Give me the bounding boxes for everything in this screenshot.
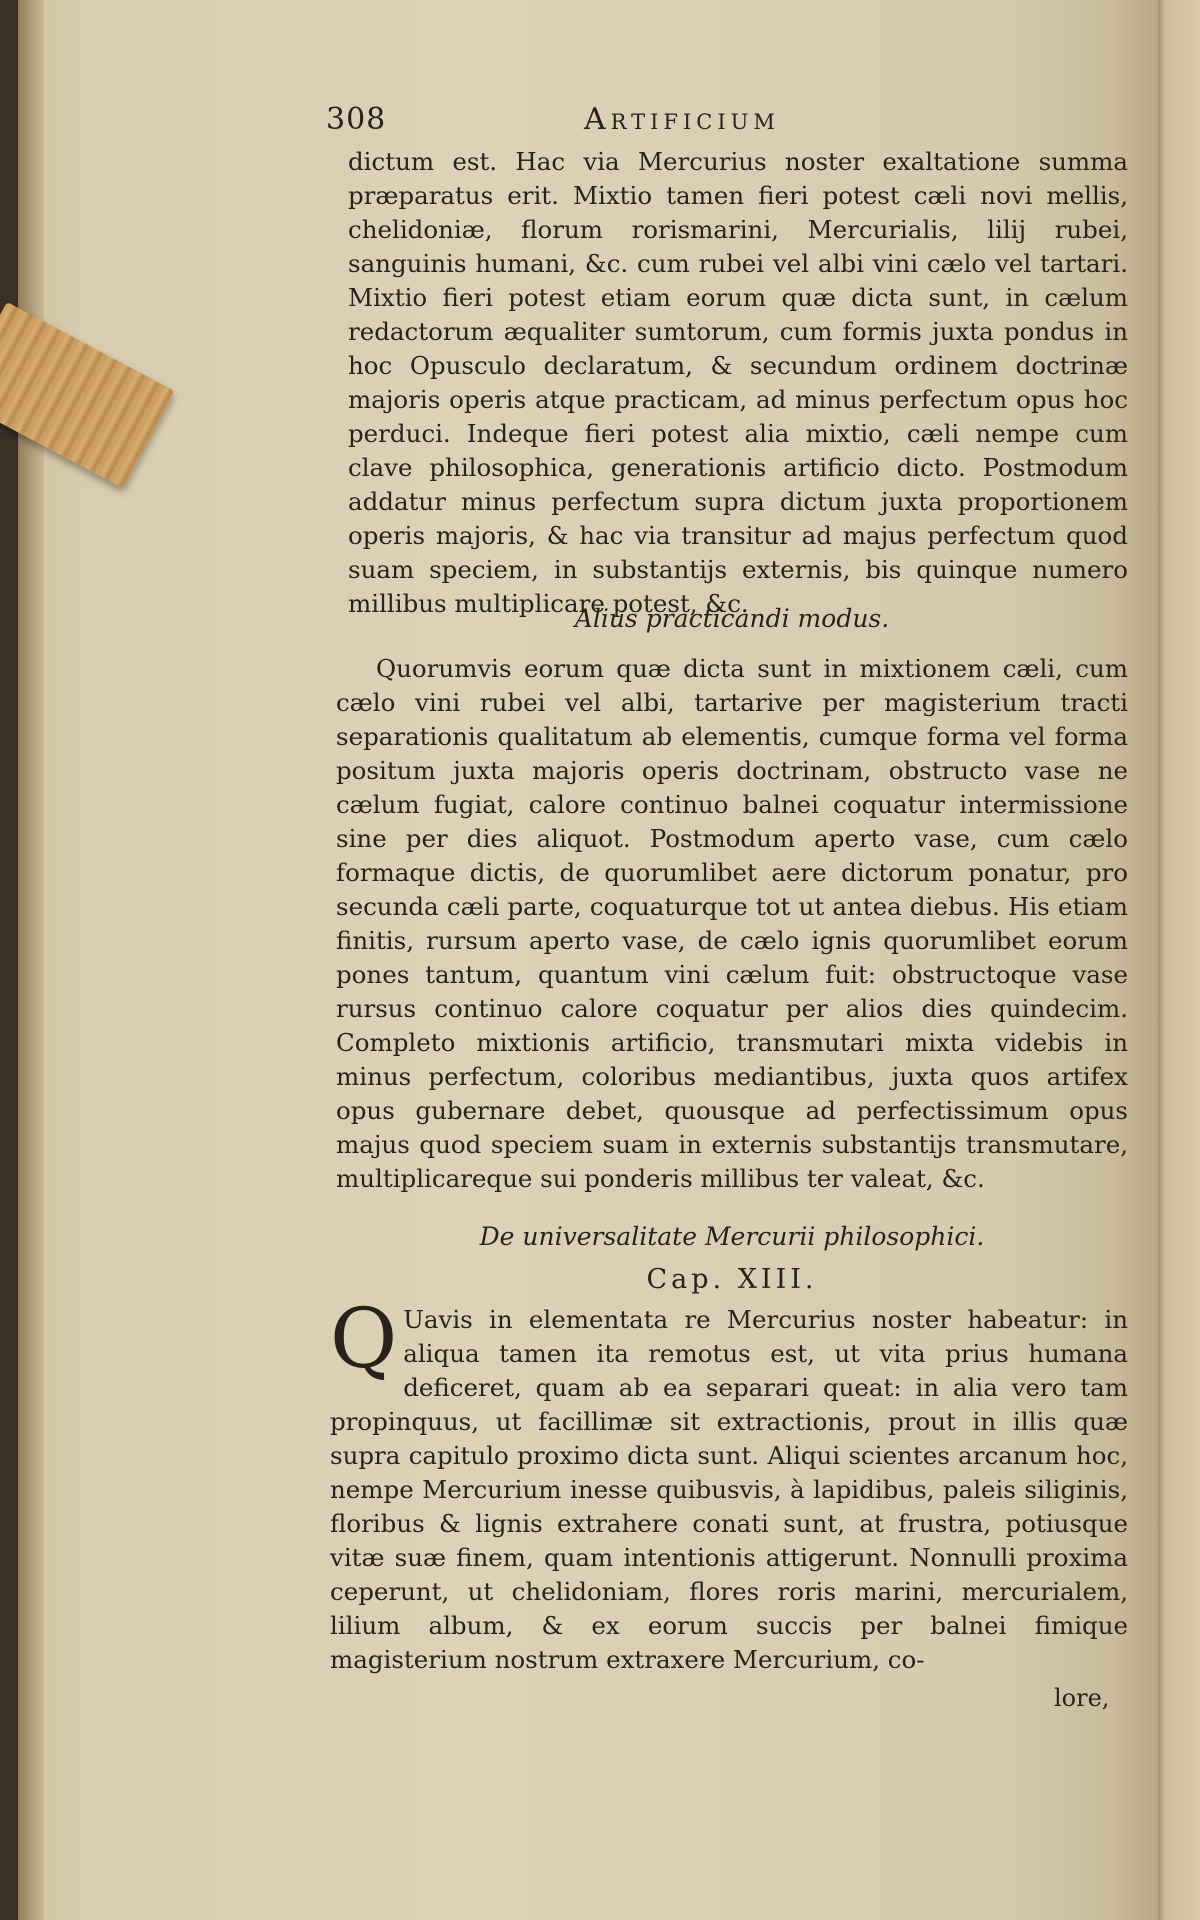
subheading-alius-modus: Alius practicandi modus. bbox=[574, 604, 890, 633]
drop-cap: Q bbox=[330, 1292, 398, 1387]
page-gutter bbox=[18, 0, 44, 1920]
page-number: 308 bbox=[326, 102, 387, 137]
paragraph-2: Quorumvis eorum quæ dicta sunt in mixtionem cæli, cum cælo vini rubei vel albi, tartarive per magisterium tracti separationis qualitatum ab elementis, cumque forma vel forma positum juxta majoris operis doctrinam, obstructo vase ne cælum fugiat, calore continuo balnei coquatur intermissione sine per dies aliquot. Postmodum aperto vase, cum cælo formaque dictis, de quorumlibet aere dictorum ponatur, pro secunda cæli parte, coquaturque tot ut antea diebus. His etiam finitis, rursum aperto vase, de cælo ignis quorumlibet eorum pones tantum, quantum vini cælum fuit: obstructoque vase rursus continuo calore coquatur per alios dies quindecim. Completo mixtionis artificio, transmutari mixta videbis in minus perfectum, coloribus mediantibus, juxta quos artifex opus gubernare debet, quousque ad perfectissimum opus majus quod speciem suam in externis substantijs transmutare, multiplicareque sui ponderis millibus ter valeat, &c. bbox=[336, 654, 1128, 1193]
paragraph-1: dictum est. Hac via Mercurius noster exaltatione summa præparatus erit. Mixtio tamen fieri potest cæli novi mellis, chelidoniæ, florum rorismarini, Mercurialis, lilij rubei, sanguinis humani, &c. cum rubei vel albi vini cælo vel tartari. Mixtio fieri potest etiam eorum quæ dicta sunt, in cælum redactorum æqualiter sumtorum, cum formis juxta pondus in hoc Opusculo declaratum, & secundum ordinem doctrinæ majoris operis atque practicam, ad minus perfectum opus hoc perduci. Indeque fieri potest alia mixtio, cæli nempe cum clave philosophica, generationis artificio dicto. Postmodum addatur minus perfectum supra dictum juxta proportionem operis majoris, & hac via transitur ad majus perfectum quod suam speciem, in substantijs externis, bis quinque numero millibus multiplicare potest, &c. bbox=[348, 147, 1128, 618]
subheading-universalitate: De universalitate Mercurii philosophici. bbox=[479, 1222, 985, 1251]
paragraph-3-text: Uavis in elementata re Mercurius noster habeatur: in aliqua tamen ita remotus est, ut vita prius humana deficeret, quam ab ea separari queat: in alia vero tam propinquus, ut facillimæ sit extractionis, prout in illis quæ supra capitulo proximo dicta sunt. Aliqui scientes arcanum hoc, nempe Mercurium inesse quibusvis, à lapidibus, paleis siliginis, floribus & lignis extrahere conati sunt, at frustra, potiusque vitæ suæ finem, quam intentionis attigerunt. Nonnulli proxima ceperunt, ut chelidoniam, flores roris marini, mercurialem, lilium album, & ex eorum succis per balnei fimique magisterium nostrum extraxere Mercurium, co- bbox=[330, 1305, 1128, 1674]
chapter-heading: Cap. XIII. bbox=[646, 1264, 818, 1295]
catchword: lore, bbox=[1054, 1684, 1110, 1712]
running-title: Artificium bbox=[584, 102, 780, 137]
book-page bbox=[18, 0, 1158, 1920]
page-header bbox=[326, 98, 1126, 138]
paragraph-3 bbox=[330, 1292, 1128, 1677]
